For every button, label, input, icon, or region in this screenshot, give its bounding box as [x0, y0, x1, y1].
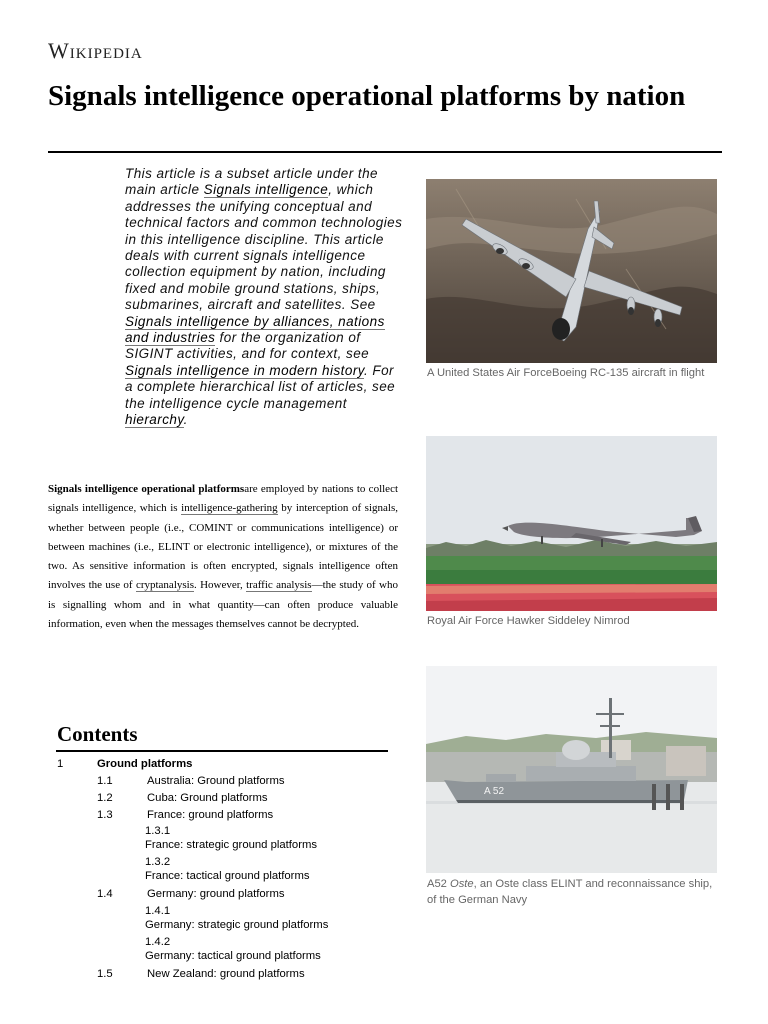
- hatnote-text: .: [183, 412, 188, 428]
- toc-label: France: strategic ground platforms: [145, 839, 318, 851]
- lead-text: are employed by nations to collect signals intelligence, which is: [48, 483, 399, 515]
- toc-number: 1.4.2: [145, 936, 171, 948]
- lead-paragraph: [48, 480, 398, 634]
- signals-intelligence-link[interactable]: Signals intelligence: [203, 182, 329, 198]
- toc-label: Germany: tactical ground platforms: [145, 950, 321, 962]
- lead-bold-term: Signals intelligence operational platforms: [48, 483, 245, 495]
- toc-number: 1.4.1: [145, 905, 171, 917]
- toc-number: 1.3: [97, 809, 113, 821]
- hatnote-text: for the organization of SIGINT activities, and for context, see: [125, 330, 370, 362]
- lead-text: by interception of signals, whether between people (i.e., COMINT or communications intelligence) or between machines (i.e., ELINT or electronic intelligence), or mixtures of the two. As sensitive information is often encrypted, signals intelligence often involves the use of: [48, 502, 398, 592]
- toc-number: 1.3.2: [145, 856, 171, 868]
- cryptanalysis-link[interactable]: cryptanalysis: [135, 579, 194, 592]
- oste-ship-image[interactable]: [426, 666, 717, 873]
- hatnote-text: . For a complete hierarchical list of articles, see the intelligence cycle management: [125, 362, 396, 411]
- nimrod-aircraft-image[interactable]: [426, 436, 717, 611]
- page-title: Signals intelligence operational platforms by nation: [48, 80, 686, 112]
- caption-text: , an Oste class ELINT and reconnaissance ship, of the German Navy: [427, 878, 713, 907]
- hierarchy-link[interactable]: hierarchy: [125, 412, 184, 428]
- hatnote: [125, 166, 403, 429]
- sigint-modern-history-link[interactable]: Signals intelligence in modern history: [125, 362, 364, 378]
- sigint-by-alliances-link[interactable]: Signals intelligence by alliances, nations and industries: [125, 313, 385, 346]
- hull-number: A 52: [484, 786, 505, 797]
- toc-label: New Zealand: ground platforms: [147, 968, 305, 980]
- lead-text: —the study of who is signalling whom and in what quantity—can often produce valuable information, even when the messages themselves cannot be decrypted.: [48, 579, 399, 631]
- wikipedia-wordmark[interactable]: Wikipedia: [48, 38, 143, 63]
- rc135-aircraft-image[interactable]: [426, 179, 717, 363]
- title-divider: [48, 151, 722, 153]
- toc-label: Germany: strategic ground platforms: [145, 919, 329, 931]
- ship-name: Oste: [450, 878, 474, 890]
- toc-label: France: ground platforms: [147, 809, 274, 821]
- contents-heading: Contents: [57, 722, 138, 746]
- toc-label: Germany: ground platforms: [147, 888, 285, 900]
- traffic-analysis-link[interactable]: traffic analysis: [246, 579, 312, 592]
- contents-divider: [56, 750, 388, 752]
- rc135-caption: A United States Air ForceBoeing RC-135 aircraft in flight: [427, 367, 705, 379]
- intelligence-gathering-link[interactable]: intelligence-gathering: [181, 502, 278, 515]
- toc-label: Cuba: Ground platforms: [147, 792, 268, 804]
- nimrod-caption: Royal Air Force Hawker Siddeley Nimrod: [427, 615, 630, 627]
- lead-text: . However,: [194, 579, 247, 592]
- oste-caption: [427, 876, 719, 909]
- hatnote-text: , which addresses the unifying conceptual and technical factors and common technologies in this intelligence discipline. This article deals with current signals intelligence collection equipment by nation, including fixed and mobile ground stations, ships, submarines, aircraft and satellites. See: [125, 182, 403, 313]
- toc-label: Australia: Ground platforms: [147, 775, 285, 787]
- caption-text: A52: [427, 878, 451, 890]
- toc-number: 1.1: [97, 775, 113, 787]
- hatnote-text: This article is a subset article under the main article: [125, 166, 379, 198]
- toc-number: 1.3.1: [145, 825, 171, 837]
- toc-number: 1.5: [97, 968, 113, 980]
- toc-label: France: tactical ground platforms: [145, 870, 310, 882]
- toc-number: 1.2: [97, 792, 113, 804]
- toc-number: 1.4: [97, 888, 113, 900]
- toc-number: 1: [57, 758, 64, 770]
- toc-label: Ground platforms: [97, 758, 193, 770]
